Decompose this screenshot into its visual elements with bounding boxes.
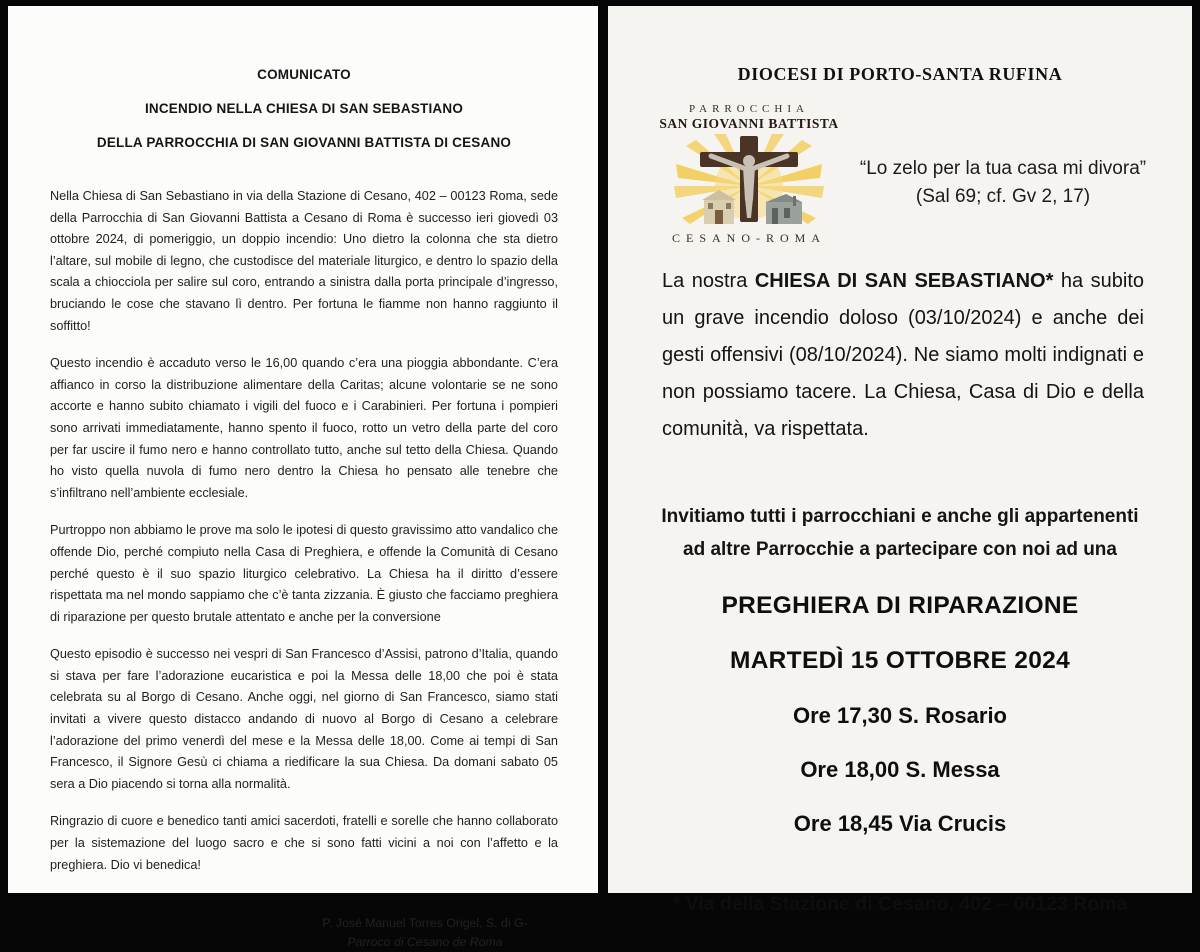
logo-and-quote-row bbox=[638, 103, 1162, 255]
paragraph-5: Ringrazio di cuore e benedico tanti amici sacerdoti, fratelli e sorelle che hanno collaborato per la sistemazione del luogo sacro e che si sono fatti vicini a noi con l’affetto e la preghiera. Dio vi benedica! bbox=[50, 814, 558, 872]
event-date: MARTEDÌ 15 OTTOBRE 2024 bbox=[729, 647, 1070, 674]
intro-prefix: La nostra bbox=[662, 270, 755, 292]
intro-paragraph bbox=[662, 263, 1144, 448]
schedule-item-messa: Ore 18,00 S. Messa bbox=[800, 757, 1000, 782]
left-document-page bbox=[8, 6, 598, 950]
parish-logo-name-label: SAN GIOVANNI BATTISTA bbox=[659, 116, 839, 131]
crucifix-sunburst-icon bbox=[674, 134, 824, 230]
comunicato-title: COMUNICATO bbox=[257, 67, 351, 82]
scripture-quote bbox=[844, 155, 1162, 211]
paragraph-2: Questo incendio è accaduto verso le 16,00 quando c’era una pioggia abbondante. C’era affianco in corso la distribuzione alimentare della Caritas; alcune volontarie se ne sono accorte e hanno subito chiamato i vigili del fuoco e i Carabinieri. Per fortuna i pompieri sono arrivati immediatamente, hanno spento il fuoco, rotto un vetro della parte del coro per far uscire il fumo nero e hanno controllato tutto, anche sul tetto della Chiesa. Quando ho visto quella nuvola di fumo nero dentro la Chiesa ho pensato alle tenebre che s’infiltrano nell’ambiente ecclesiale. bbox=[50, 356, 558, 500]
event-title: PREGHIERA DI RIPARAZIONE bbox=[721, 592, 1079, 619]
comunicato-body bbox=[50, 186, 558, 876]
quote-text: “Lo zelo per la tua casa mi divora” bbox=[859, 158, 1147, 179]
right-document-page bbox=[608, 6, 1192, 915]
comunicato-subtitle-1: INCENDIO NELLA CHIESA DI SAN SEBASTIANO bbox=[144, 101, 464, 116]
invitation-line-1: Invitiamo tutti i parrocchiani e anche gli appartenenti bbox=[661, 506, 1139, 527]
paragraph-3: Purtroppo non abbiamo le prove ma solo le ipotesi di questo gravissimo atto vandalico che offende Dio, perché compiuto nella Casa di Preghiera, e offende la Comunità di Cesano perché questo è il suo spazio liturgico celebrativo. La Chiesa ha il diritto d’essere rispettata ma nel mondo sappiamo che c’è tanta zizzania. È giusto che facciamo preghiera di riparazione per questo brutale attentato e anche per la conversione bbox=[50, 523, 558, 624]
parish-logo-parrocchia-label: PARROCCHIA bbox=[689, 103, 809, 115]
address-footnote: * Via della Stazione di Cesano, 402 – 00123 Roma bbox=[672, 893, 1128, 915]
diocese-title: DIOCESI DI PORTO-SANTA RUFINA bbox=[737, 64, 1063, 84]
paragraph-1: Nella Chiesa di San Sebastiano in via della Stazione di Cesano, 402 – 00123 Roma, sede della Parrocchia di San Giovanni Battista a Cesano di Roma è successo ieri giovedì 03 ottobre 2024, di pomeriggio, un doppio incendio: Uno dietro la colonna che sta dietro l’altare, sul mobile di legno, che custodisce del materiale liturgico, e dentro lo spazio della scala a chiocciola per salire sul coro, entrando a sinistra dalla porta principale d’ingresso, bruciando le cose che stavano lì dentro. Per fortuna le fiamme non hanno raggiunto il soffitto! bbox=[50, 189, 558, 333]
parish-logo bbox=[654, 103, 844, 246]
parish-logo-place-label: CESANO-ROMA bbox=[671, 231, 826, 245]
schedule-item-via-crucis: Ore 18,45 Via Crucis bbox=[793, 811, 1007, 836]
invitation-line-2: ad altre Parrocchie a partecipare con noi ad una bbox=[683, 539, 1117, 560]
signature-role: Parroco di Cesano de Roma bbox=[347, 935, 503, 950]
event-schedule bbox=[638, 703, 1162, 837]
intro-church-name: CHIESA DI SAN SEBASTIANO* bbox=[754, 270, 1054, 292]
schedule-item-rosario: Ore 17,30 S. Rosario bbox=[793, 703, 1007, 728]
paragraph-4: Questo episodio è successo nei vespri di San Francesco d’Assisi, patrono d’Italia, quando si stava per fare l’adorazione eucaristica e poi la Messa delle 18,00 che poi è stata celebrata su al Borgo di Cesano. Anche oggi, nel giorno di San Francesco, siamo stati invitati a vivere questo distacco andando di nuovo al Borgo di Cesano a celebrare l’adorazione del primo venerdì del mese e la Messa delle 18,00. Come ai tempi di San Francesco, il Signore Gesù ci chiama a riedificare la sua Chiesa. Da domani sabato 05 sera a Dio piacendo si torna alla normalità. bbox=[50, 647, 558, 791]
comunicato-subtitle-2: DELLA PARROCCHIA DI SAN GIOVANNI BATTISTA DI CESANO bbox=[96, 135, 512, 150]
signature-block bbox=[265, 914, 585, 952]
invitation-text bbox=[638, 500, 1162, 566]
two-page-spread bbox=[8, 6, 1192, 950]
quote-reference: (Sal 69; cf. Gv 2, 17) bbox=[915, 186, 1091, 207]
signature-name: P. José Manuel Torres Origel, S. di G- bbox=[322, 916, 528, 931]
intro-suffix: ha subito un grave incendio doloso (03/10/2024) e anche dei gesti offensivi (08/10/2024). Ne siamo molti indignati e non possiamo tacere. La Chiesa, Casa di Dio e della comunità, va rispettata. bbox=[662, 270, 1144, 440]
